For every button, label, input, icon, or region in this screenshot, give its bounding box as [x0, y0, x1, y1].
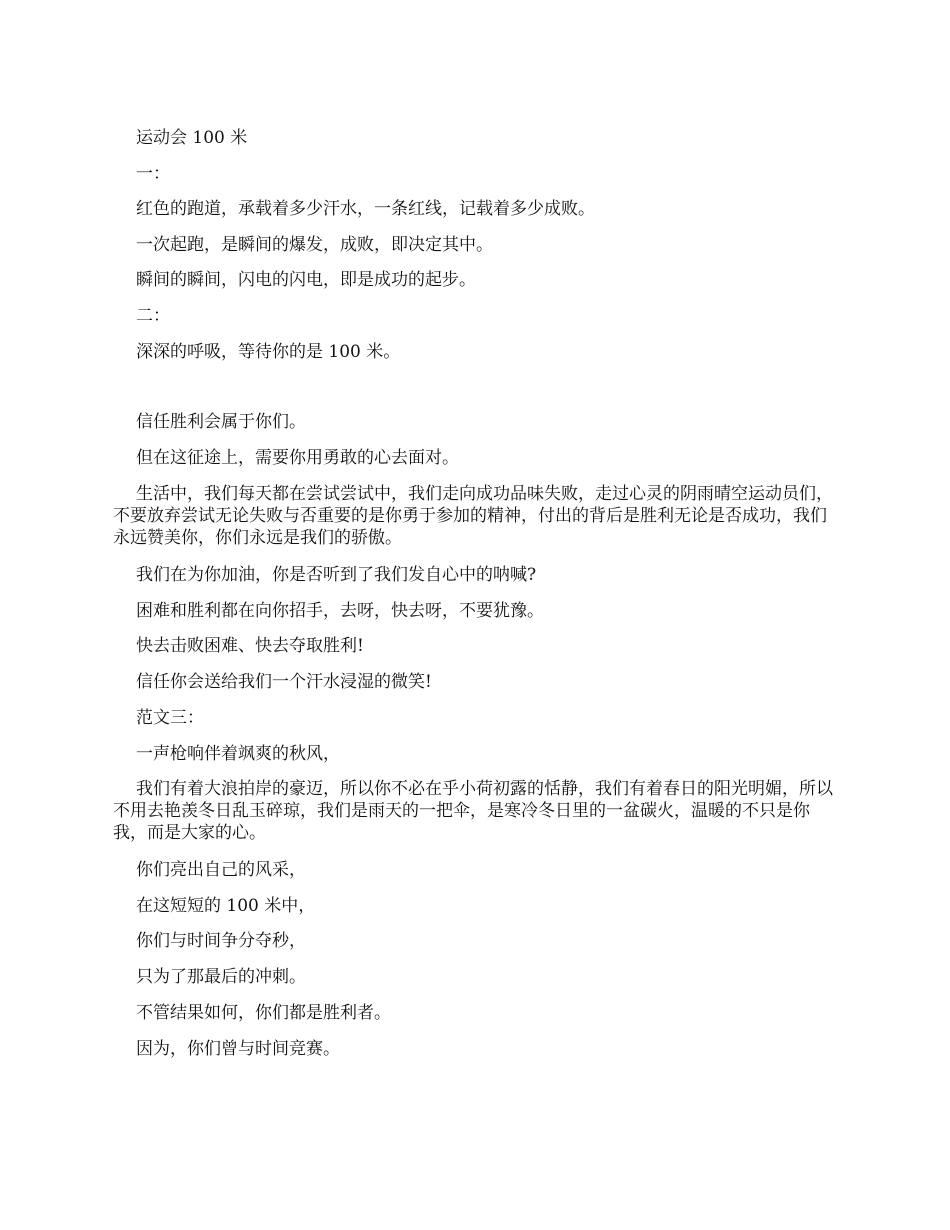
- paragraph: 信任胜利会属于你们。: [136, 412, 306, 432]
- paragraph: 你们与时间争分夺秒，: [136, 931, 306, 951]
- paragraph: 因为，你们曾与时间竞赛。: [136, 1039, 340, 1059]
- paragraph: 不管结果如何，你们都是胜利者。: [136, 1003, 391, 1023]
- paragraph: 困难和胜利都在向你招手，去呀，快去呀，不要犹豫。: [136, 601, 544, 621]
- paragraph: 生活中，我们每天都在尝试尝试中，我们走向成功品味失败，走过心灵的阴雨晴空运动员们，不要放弃尝试无论失败与否重要的是你勇于参加的精神，付出的背后是胜利无论是否成功，我们永远赞美你，你们永远是我们的骄傲。: [113, 484, 833, 548]
- paragraph: 信任你会送给我们一个汗水浸湿的微笑!: [136, 672, 432, 692]
- paragraph: 深深的呼吸，等待你的是 100 米。: [136, 342, 401, 362]
- paragraph: 我们在为你加油，你是否听到了我们发自心中的呐喊?: [136, 565, 537, 585]
- section-heading: 范文三：: [136, 708, 204, 728]
- section-heading: 二：: [136, 306, 170, 326]
- paragraph: 只为了那最后的冲刺。: [136, 967, 306, 987]
- paragraph: 你们亮出自己的风采，: [136, 860, 306, 880]
- section-heading: 一：: [136, 164, 170, 184]
- paragraph: 在这短短的 100 米中，: [136, 896, 316, 916]
- document-title: 运动会 100 米: [136, 128, 248, 148]
- paragraph: 但在这征途上，需要你用勇敢的心去面对。: [136, 448, 459, 468]
- paragraph: 瞬间的瞬间，闪电的闪电，即是成功的起步。: [136, 270, 476, 290]
- paragraph: 快去击败困难、快去夺取胜利!: [136, 636, 364, 656]
- paragraph: 红色的跑道，承载着多少汗水，一条红线，记载着多少成败。: [136, 199, 595, 219]
- paragraph: 我们有着大浪拍岸的豪迈，所以你不必在乎小荷初露的恬静，我们有着春日的阳光明媚，所以不用去艳羡冬日乱玉碎琼，我们是雨天的一把伞，是寒冷冬日里的一盆碳火，温暖的不只是你我，而是大家的心。: [113, 779, 833, 843]
- paragraph: 一声枪响伴着飒爽的秋风，: [136, 744, 340, 764]
- paragraph: 一次起跑，是瞬间的爆发，成败，即决定其中。: [136, 235, 493, 255]
